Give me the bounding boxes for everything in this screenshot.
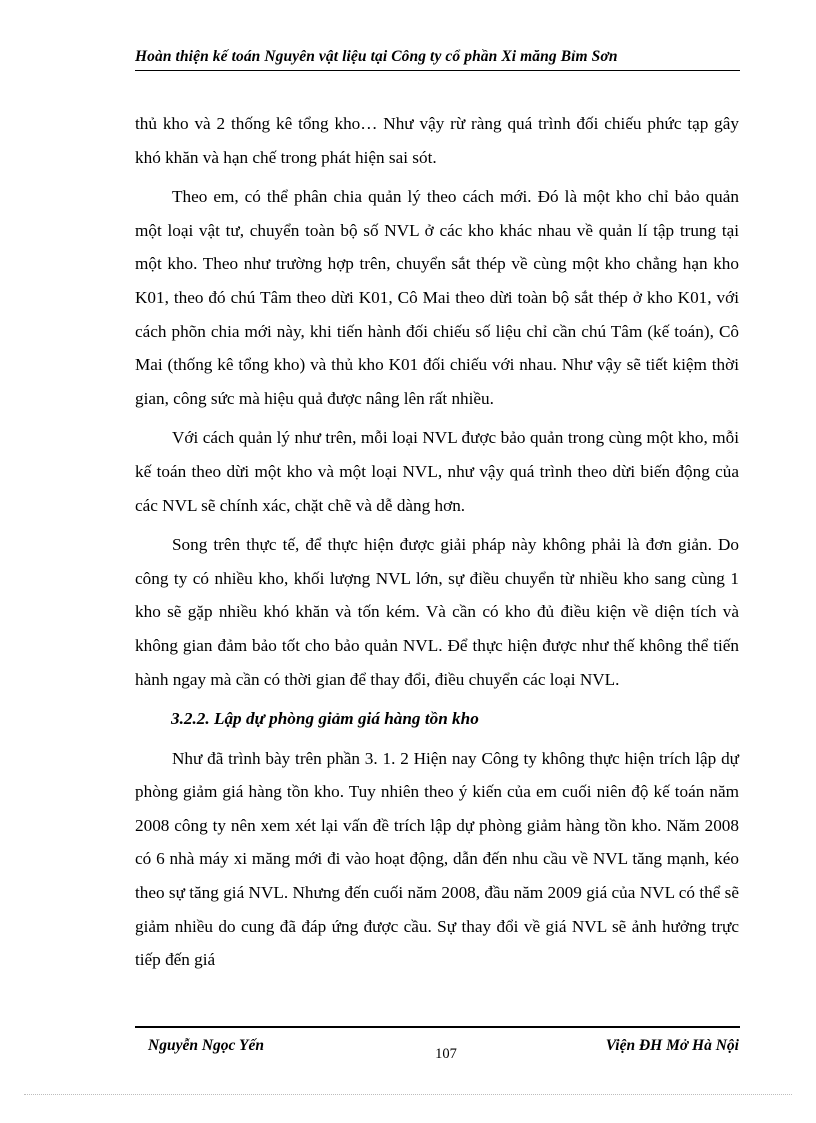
- page-bottom-dotted-line: [24, 1094, 792, 1095]
- footer-author: Nguyễn Ngọc Yến: [148, 1037, 264, 1054]
- paragraph-practical-difficulties: Song trên thực tế, để thực hiện được giải pháp này không phải là đơn giản. Do công ty có nhiều kho, khối lượng NVL lớn, sự điều chuyển từ nhiều kho sang cùng 1 kho sẽ gặp nhiều khó khăn và tốn kém. Và cần có kho đủ điều kiện về diện tích và không gian đảm bảo tốt cho bảo quản NVL. Để thực hiện được như thế không thể tiến hành ngay mà cần có thời gian để thay đổi, điều chuyển các loại NVL.: [135, 535, 739, 689]
- paragraph-management-benefit: Với cách quản lý như trên, mỗi loại NVL được bảo quản trong cùng một kho, mỗi kế toán theo dừi một kho và một loại NVL, như vậy quá trình theo dừi biến động của các NVL sẽ chính xác, chặt chẽ và dễ dàng hơn.: [135, 428, 739, 515]
- page-number: 107: [435, 1046, 457, 1062]
- page-body: [135, 107, 739, 983]
- paragraph-inventory-provision: Như đã trình bày trên phần 3. 1. 2 Hiện nay Công ty không thực hiện trích lập dự phòng giảm giá hàng tồn kho. Tuy nhiên theo ý kiến của em cuối niên độ kế toán năm 2008 công ty nên xem xét lại vấn đề trích lập dự phòng giảm hàng tồn kho. Năm 2008 có 6 nhà máy xi măng mới đi vào hoạt động, dẫn đến nhu cầu về NVL tăng mạnh, kéo theo sự tăng giá NVL. Nhưng đến cuối năm 2008, đầu năm 2009 giá của NVL có thể sẽ giảm nhiều do cung đã đáp ứng được cầu. Sự thay đổi về giá NVL sẽ ảnh hưởng trực tiếp đến giá: [135, 748, 739, 970]
- footer-divider: [135, 1026, 740, 1028]
- header-divider: [135, 70, 740, 71]
- paragraph-new-management-proposal: Theo em, có thể phân chia quản lý theo cách mới. Đó là một kho chỉ bảo quản một loại vật tư, chuyển toàn bộ số NVL ở các kho khác nhau về quản lí tập trung tại một kho. Theo như trường hợp trên, chuyển sắt thép về cùng một kho chẳng hạn kho K01, theo đó chú Tâm theo dừi K01, Cô Mai theo dừi toàn bộ sắt thép ở kho K01, với cách phõn chia mới này, khi tiến hành đối chiếu số liệu chỉ cần chú Tâm (kế toán), Cô Mai (thống kê tổng kho) và thủ kho K01 đối chiếu với nhau. Như vậy sẽ tiết kiệm thời gian, công sức mà hiệu quả được nâng lên rất nhiều.: [135, 187, 739, 408]
- footer-institute: Viện ĐH Mở Hà Nội: [605, 1037, 739, 1054]
- paragraph-continuation: thủ kho và 2 thống kê tổng kho… Như vậy rừ ràng quá trình đối chiếu phức tạp gây khó khăn và hạn chế trong phát hiện sai sót.: [135, 114, 739, 167]
- running-header-title: Hoàn thiện kế toán Nguyên vật liệu tại Công ty cổ phần Xi măng Bỉm Sơn: [135, 48, 618, 65]
- section-heading-3-2-2: 3.2.2. Lập dự phòng giảm giá hàng tồn kho: [171, 709, 479, 729]
